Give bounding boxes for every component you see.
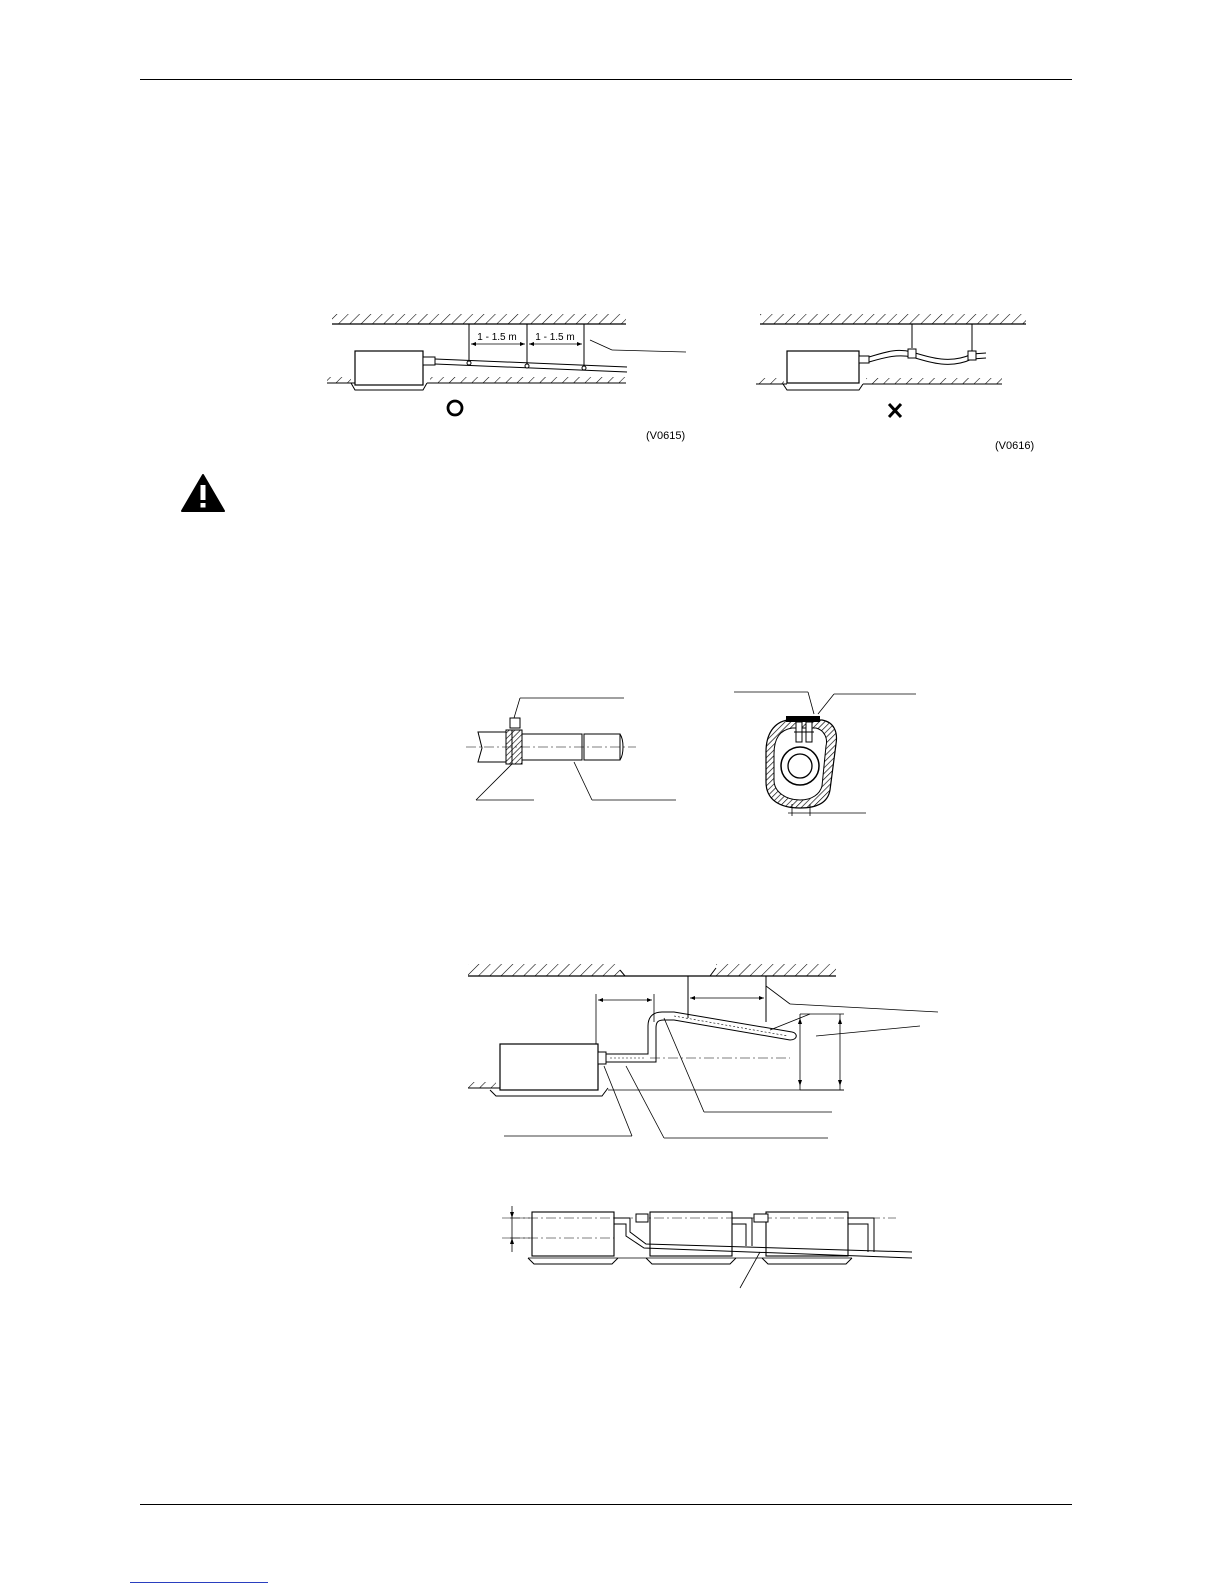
figure-code-v0616: (V0616) (995, 440, 1035, 452)
figure-drain-raising (460, 960, 940, 1140)
figure-drain-support-incorrect (746, 306, 1036, 424)
cross-ng-icon (889, 404, 901, 417)
figure-collective-piping (496, 1196, 916, 1292)
dim-label-1: 1 - 1.5 m (477, 332, 517, 343)
figure-code-v0615: (V0615) (646, 430, 686, 442)
figure-insulation-section (730, 686, 926, 820)
dim-label-2: 1 - 1.5 m (535, 332, 575, 343)
footer-link-underline[interactable] (130, 1582, 268, 1583)
footer-rule (140, 1504, 1072, 1505)
warning-triangle-icon (180, 473, 226, 513)
circle-ok-icon (448, 401, 462, 415)
figure-insulation-side (464, 690, 684, 810)
figure-drain-support-correct (322, 306, 692, 446)
header-rule (140, 79, 1072, 80)
